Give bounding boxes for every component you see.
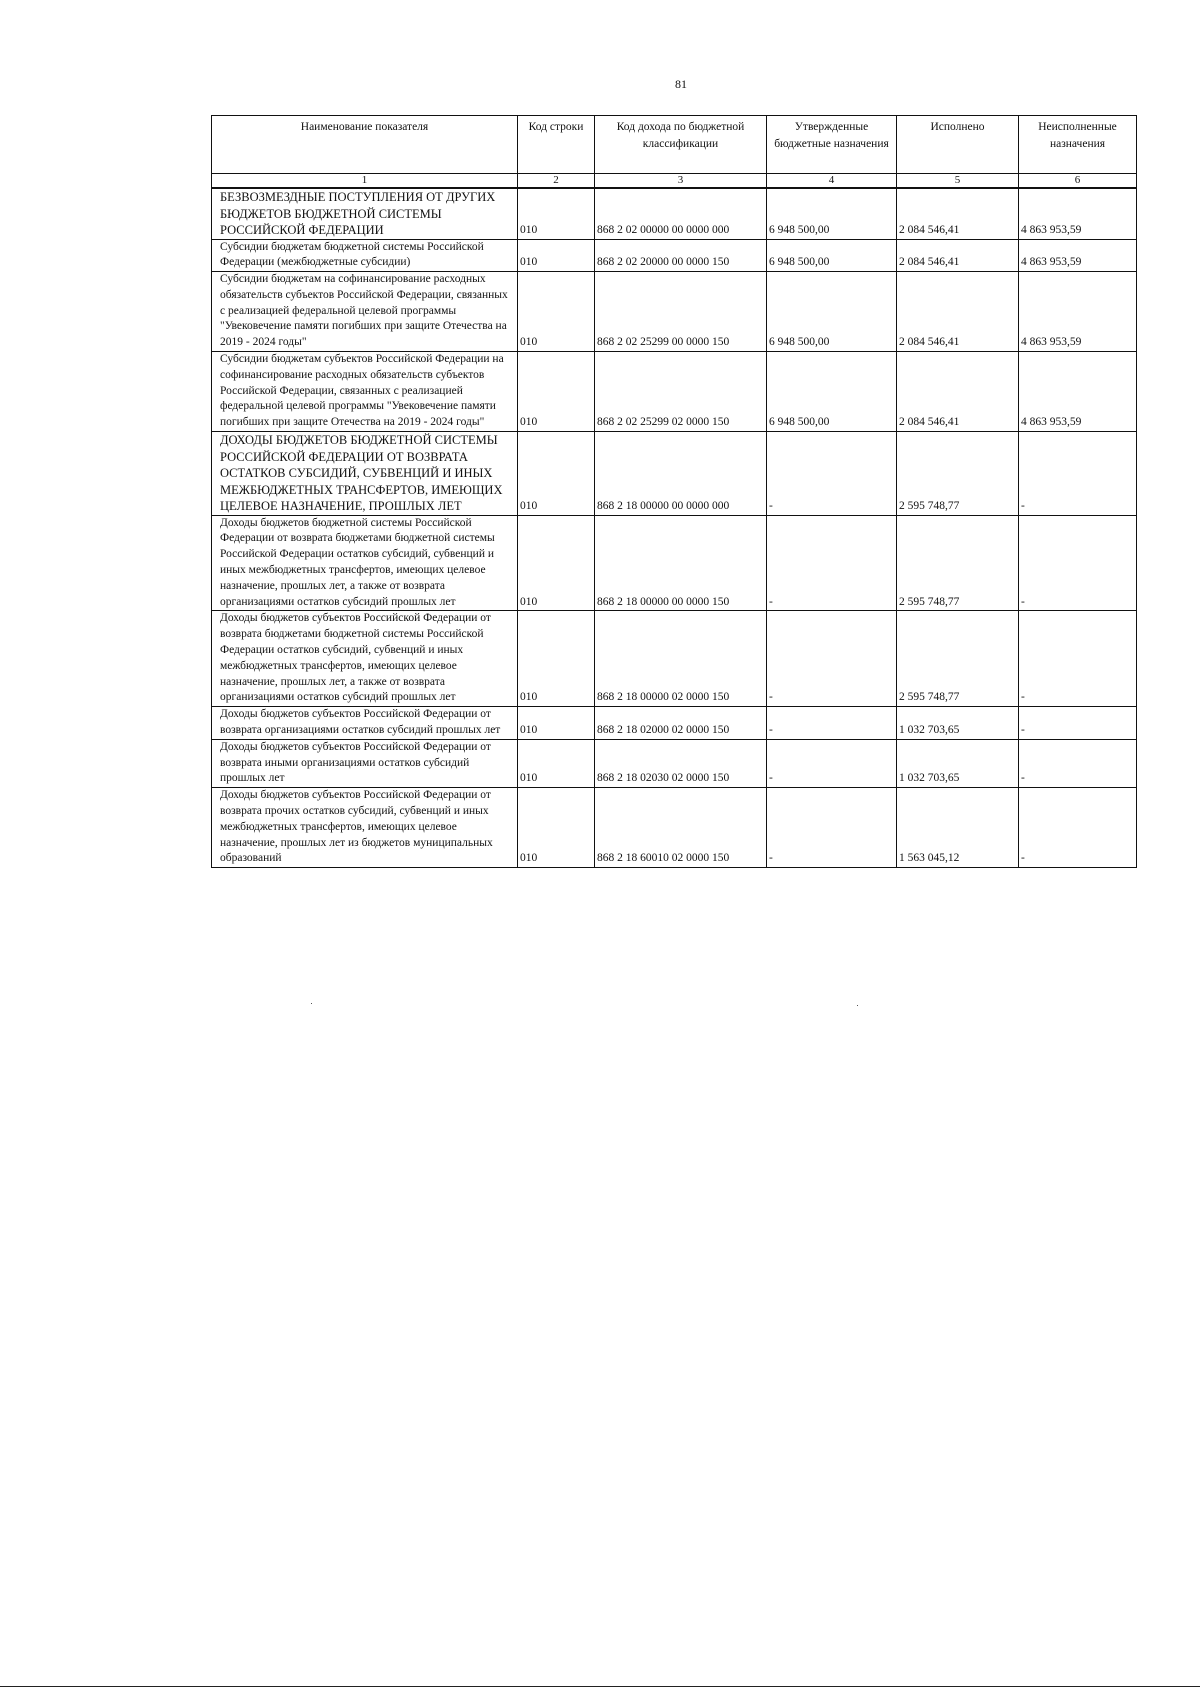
column-number: 2 — [518, 174, 595, 189]
row-name: Доходы бюджетов бюджетной системы Российской Федерации от возврата бюджетами бюджетной системы Российской Федерации остатков субсидий, субвенций и иных межбюджетных трансфертов, имеющих целевое назначение, прошлых лет, а также от возврата организациями остатков субсидий прошлых лет — [212, 515, 518, 611]
table-row — [212, 188, 1137, 239]
row-approved: - — [767, 788, 897, 868]
header-executed: Исполнено — [897, 116, 1019, 174]
table-row — [212, 611, 1137, 707]
row-name: Доходы бюджетов субъектов Российской Федерации от возврата прочих остатков субсидий, субвенций и иных межбюджетных трансфертов, имеющих целевое назначение, прошлых лет из бюджетов муниципальных образований — [212, 788, 518, 868]
header-line-code: Код строки — [518, 116, 595, 174]
row-income-code: 868 2 18 00000 00 0000 150 — [595, 515, 767, 611]
table-row — [212, 239, 1137, 272]
row-executed: 2 084 546,41 — [897, 352, 1019, 432]
header-unexecuted: Неисполненные назначения — [1019, 116, 1137, 174]
page-number: 81 — [675, 77, 687, 91]
row-unexecuted: - — [1019, 611, 1137, 707]
row-unexecuted: - — [1019, 739, 1137, 787]
row-executed: 1 032 703,65 — [897, 739, 1019, 787]
row-approved: - — [767, 515, 897, 611]
row-line-code: 010 — [518, 611, 595, 707]
row-income-code: 868 2 18 00000 00 0000 000 — [595, 432, 767, 516]
row-income-code: 868 2 18 00000 02 0000 150 — [595, 611, 767, 707]
row-unexecuted: 4 863 953,59 — [1019, 272, 1137, 352]
table-header-row — [212, 116, 1137, 174]
row-name: Субсидии бюджетам на софинансирование расходных обязательств субъектов Российской Федерации, связанных с реализацией федеральной целевой программы "Увековечение памяти погибших при защите Отечества на 2019 - 2024 годы" — [212, 272, 518, 352]
row-line-code: 010 — [518, 739, 595, 787]
row-approved: - — [767, 707, 897, 740]
row-line-code: 010 — [518, 188, 595, 239]
row-name: Субсидии бюджетам бюджетной системы Российской Федерации (межбюджетные субсидии) — [212, 239, 518, 272]
row-approved: - — [767, 432, 897, 516]
row-executed: 2 595 748,77 — [897, 515, 1019, 611]
row-line-code: 010 — [518, 788, 595, 868]
row-income-code: 868 2 18 02030 02 0000 150 — [595, 739, 767, 787]
row-income-code: 868 2 18 60010 02 0000 150 — [595, 788, 767, 868]
table-row — [212, 707, 1137, 740]
row-name: Субсидии бюджетам субъектов Российской Федерации на софинансирование расходных обязательств субъектов Российской Федерации, связанных с реализацией федеральной целевой программы "Увековечение памяти погибших при защите Отечества на 2019 - 2024 годы" — [212, 352, 518, 432]
row-executed: 2 595 748,77 — [897, 611, 1019, 707]
header-indicator-name: Наименование показателя — [212, 116, 518, 174]
table-row — [212, 739, 1137, 787]
column-number: 4 — [767, 174, 897, 189]
budget-execution-table — [211, 115, 1137, 868]
row-unexecuted: - — [1019, 515, 1137, 611]
row-name: Доходы бюджетов субъектов Российской Федерации от возврата организациями остатков субсидий прошлых лет — [212, 707, 518, 740]
column-number: 3 — [595, 174, 767, 189]
row-unexecuted: 4 863 953,59 — [1019, 239, 1137, 272]
row-approved: 6 948 500,00 — [767, 272, 897, 352]
row-executed: 2 084 546,41 — [897, 188, 1019, 239]
row-name: ДОХОДЫ БЮДЖЕТОВ БЮДЖЕТНОЙ СИСТЕМЫ РОССИЙСКОЙ ФЕДЕРАЦИИ ОТ ВОЗВРАТА ОСТАТКОВ СУБСИДИЙ, СУБВЕНЦИЙ И ИНЫХ МЕЖБЮДЖЕТНЫХ ТРАНСФЕРТОВ, ИМЕЮЩИХ ЦЕЛЕВОЕ НАЗНАЧЕНИЕ, ПРОШЛЫХ ЛЕТ — [212, 432, 518, 516]
row-line-code: 010 — [518, 272, 595, 352]
row-income-code: 868 2 02 20000 00 0000 150 — [595, 239, 767, 272]
row-unexecuted: - — [1019, 788, 1137, 868]
row-line-code: 010 — [518, 352, 595, 432]
row-name: Доходы бюджетов субъектов Российской Федерации от возврата бюджетами бюджетной системы Российской Федерации остатков субсидий, субвенций и иных межбюджетных трансфертов, имеющих целевое назначение, прошлых лет, а также от возврата организациями остатков субсидий прошлых лет — [212, 611, 518, 707]
column-number: 6 — [1019, 174, 1137, 189]
row-approved: 6 948 500,00 — [767, 352, 897, 432]
header-income-code: Код дохода по бюджетной классификации — [595, 116, 767, 174]
row-approved: - — [767, 739, 897, 787]
row-unexecuted: - — [1019, 707, 1137, 740]
row-approved: 6 948 500,00 — [767, 239, 897, 272]
row-income-code: 868 2 02 00000 00 0000 000 — [595, 188, 767, 239]
row-unexecuted: 4 863 953,59 — [1019, 352, 1137, 432]
scan-speck — [311, 1003, 312, 1004]
table-row — [212, 788, 1137, 868]
row-approved: 6 948 500,00 — [767, 188, 897, 239]
row-income-code: 868 2 18 02000 02 0000 150 — [595, 707, 767, 740]
table-row — [212, 272, 1137, 352]
row-income-code: 868 2 02 25299 02 0000 150 — [595, 352, 767, 432]
row-unexecuted: - — [1019, 432, 1137, 516]
row-approved: - — [767, 611, 897, 707]
row-executed: 2 084 546,41 — [897, 239, 1019, 272]
row-line-code: 010 — [518, 239, 595, 272]
row-name: Доходы бюджетов субъектов Российской Федерации от возврата иными организациями остатков субсидий прошлых лет — [212, 739, 518, 787]
column-number-row — [212, 174, 1137, 189]
table-row — [212, 352, 1137, 432]
row-executed: 1 032 703,65 — [897, 707, 1019, 740]
table-row — [212, 432, 1137, 516]
page-bottom-rule — [0, 1686, 1200, 1687]
row-executed: 2 595 748,77 — [897, 432, 1019, 516]
row-executed: 2 084 546,41 — [897, 272, 1019, 352]
scan-speck — [857, 1005, 858, 1006]
row-unexecuted: 4 863 953,59 — [1019, 188, 1137, 239]
row-income-code: 868 2 02 25299 00 0000 150 — [595, 272, 767, 352]
row-line-code: 010 — [518, 432, 595, 516]
row-executed: 1 563 045,12 — [897, 788, 1019, 868]
column-number: 5 — [897, 174, 1019, 189]
row-name: БЕЗВОЗМЕЗДНЫЕ ПОСТУПЛЕНИЯ ОТ ДРУГИХ БЮДЖЕТОВ БЮДЖЕТНОЙ СИСТЕМЫ РОССИЙСКОЙ ФЕДЕРАЦИИ — [212, 188, 518, 239]
header-approved: Утвержденные бюджетные назначения — [767, 116, 897, 174]
table-row — [212, 515, 1137, 611]
column-number: 1 — [212, 174, 518, 189]
row-line-code: 010 — [518, 707, 595, 740]
row-line-code: 010 — [518, 515, 595, 611]
